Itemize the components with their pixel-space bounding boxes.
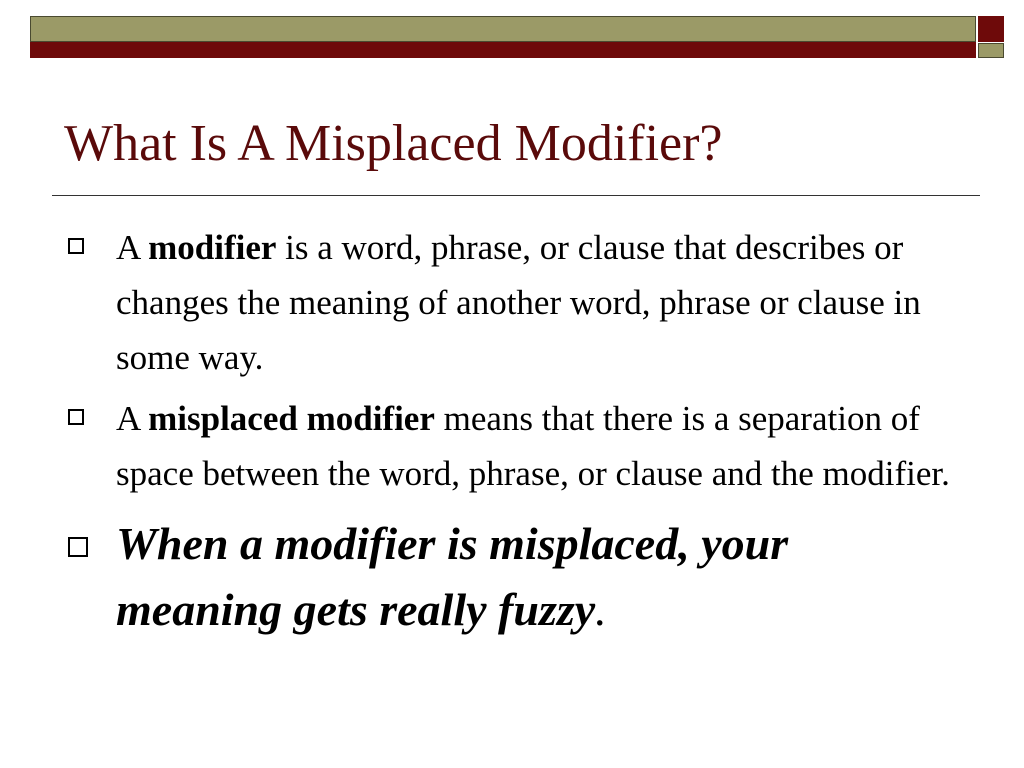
bullet-prefix: A: [116, 399, 149, 438]
bullet-item-emphasis: [64, 511, 964, 643]
bullet-text: is a word, phrase, or clause that describes or changes the meaning of another word, phrase or clause in some way.: [116, 228, 921, 377]
top-banner: [30, 16, 1004, 58]
bullet-suffix: .: [595, 584, 607, 635]
hollow-square-icon: [68, 409, 84, 425]
bullet-list: [64, 220, 964, 643]
bullet-term: misplaced modifier: [148, 399, 435, 438]
slide-title: What Is A Misplaced Modifier?: [64, 115, 723, 172]
bullet-term: modifier: [148, 228, 277, 267]
banner-olive-band: [30, 16, 976, 42]
banner-maroon-band: [30, 42, 976, 58]
banner-olive-square: [978, 43, 1004, 58]
bullet-emphasis-text: When a modifier is misplaced, your meaning gets really fuzzy: [116, 518, 789, 635]
hollow-square-icon: [68, 537, 88, 557]
title-divider: [52, 195, 980, 196]
bullet-prefix: A: [116, 228, 149, 267]
hollow-square-icon: [68, 238, 84, 254]
bullet-item-modifier-definition: [64, 220, 964, 385]
bullet-item-misplaced-definition: [64, 391, 964, 501]
banner-maroon-square: [978, 16, 1004, 42]
bullet-text: means that there is a separation of space between the word, phrase, or clause and the modifier.: [116, 399, 950, 493]
